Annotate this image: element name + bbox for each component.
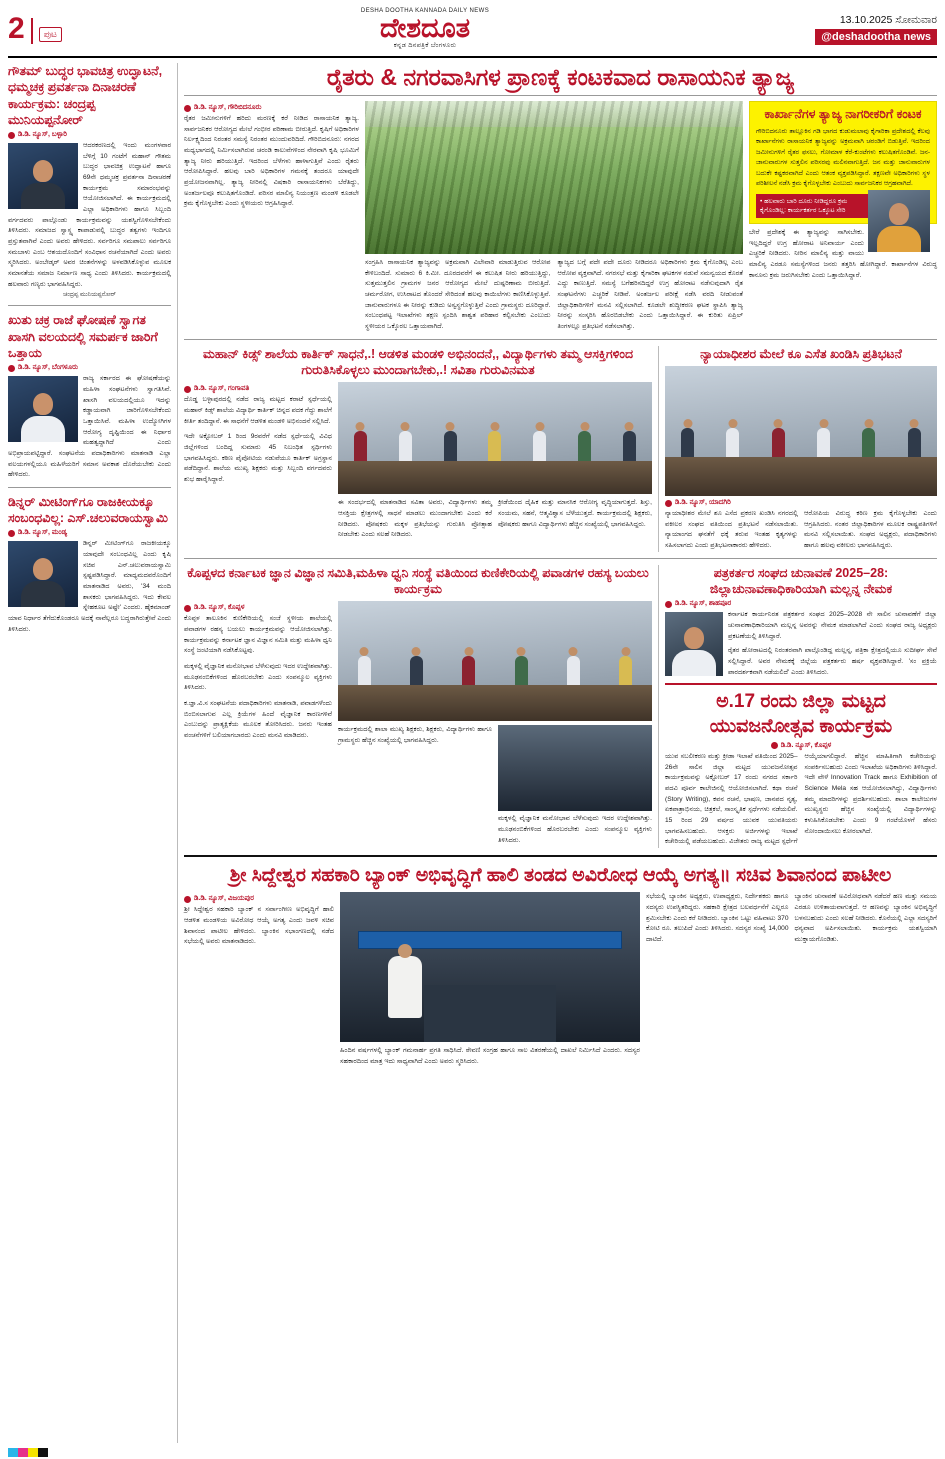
- article-body-3: ಸಭೆಯಲ್ಲಿ ಬ್ಯಾಂಕಿನ ಅಧ್ಯಕ್ಷರು, ಉಪಾಧ್ಯಕ್ಷರು, ನಿರ್ದೇಶಕರು ಹಾಗೂ ಸದಸ್ಯರು ಉಪಸ್ಥಿತರಿದ್ದರು. ಸಹಕಾರಿ ಕ್ಷೇತ್ರದ ಬಲವರ್ಧನೆಗೆ ಎಲ್ಲರೂ ಶ್ರಮಿಸಬೇಕು ಎಂದು ಕರೆ ನೀಡಿದರು. ಬ್ಯಾಂಕಿನ ಒಟ್ಟು ವಹಿವಾಟು 370 ಕೋಟಿ ರೂ. ತಲುಪಿದೆ ಎಂದು ತಿಳಿಸಿದರು. ಸದಸ್ಯರ ಸಂಖ್ಯೆ 14,000 ದಾಟಿದೆ.: [646, 893, 789, 943]
- byline-text: ಡಿ.ಡಿ. ನ್ಯೂಸ್, ಕೊಪ್ಪಳ: [780, 741, 832, 749]
- portrait-figure: [21, 160, 65, 209]
- article-body-columns: [665, 752, 937, 848]
- bank-meeting-photo: [340, 892, 640, 1042]
- article-headline: ಶ್ರೀ ಸಿದ್ದೇಶ್ವರ ಸಹಕಾರಿ ಬ್ಯಾಂಕ್ ಅಭಿವೃದ್ಧಿಗೆ ಹಾಲಿ ತಂಡದ ಅವಿರೋಧ ಆಯ್ಕೆ ಅಗತ್ಯ॥ ಸಚಿವ ಶಿವಾನಂದ ಪಾಟೀಲ: [229, 864, 892, 886]
- article-body-4: ಬ್ಯಾಂಕಿನ ಚುನಾವಣೆ ಅವಿರೋಧವಾಗಿ ನಡೆದರೆ ಹಣ ಮತ್ತು ಸಮಯ ಎರಡೂ ಉಳಿತಾಯವಾಗುತ್ತದೆ. ಆ ಹಣವನ್ನು ಬ್ಯಾಂಕಿನ ಅಭಿವೃದ್ಧಿಗೆ ಬಳಸಬಹುದು ಎಂದು ಸಲಹೆ ನೀಡಿದರು. ಕೊನೆಯಲ್ಲಿ ಎಲ್ಲಾ ಸದಸ್ಯರಿಗೆ ಧನ್ಯವಾದ ಅರ್ಪಿಸಲಾಯಿತು. ಕಾರ್ಯಕ್ರಮ ಯಶಸ್ವಿಯಾಗಿ ಮುಕ್ತಾಯಗೊಂಡಿತು.: [794, 893, 937, 943]
- byline-bullet-icon: [184, 605, 191, 612]
- masthead-right: [722, 14, 937, 45]
- article-byline: [184, 385, 332, 393]
- column-rule: [658, 565, 659, 848]
- section-divider: [184, 339, 937, 340]
- page-number-block: [8, 14, 128, 44]
- article-byline: [8, 131, 171, 139]
- lead-body-1: ರೈತರ ಜಮೀನುಗಳಿಗೆ ಹರಿದು ಮರಣಕ್ಕೆ ಕರೆ ನೀಡಿದ ರಾಸಾಯನಿಕ ತ್ಯಾಜ್ಯ. ಸಾರ್ವಜನಿಕರ ಆರೋಗ್ಯದ ಮೇಲೆ ಗಂಭೀರ ಪರಿಣಾಮ ಬೀರುತ್ತಿದೆ. ಕೃಷಿಗೆ ಅಧಿಕಾರಿಗಳ ನಿರ್ಲಕ್ಷ್ಯದಿಂದ ನಿರಂತರ ಸಮಸ್ಯೆ ನಿರಂತರ ಮುಂದುವರಿದಿದೆ. ಗೌರಿಬಿದನೂರು: ನಗರದ ಮಧ್ಯಭಾಗದಲ್ಲಿ ನಿರ್ಮಿಸಲಾಗಿರುವ ಚರಂಡಿ ಕಾಲುವೆಗಳಿಂದ ನೇರವಾಗಿ ಕೃಷಿ ಭೂಮಿಗೆ ತ್ಯಾಜ್ಯ ನೀರು ಹರಿಯುತ್ತಿದೆ. ಇದರಿಂದ ಬೆಳೆಗಳು ಹಾಳಾಗುತ್ತಿವೆ ಎಂದು ರೈತರು ಆರೋಪಿಸಿದ್ದಾರೆ. ಹಲವು ಬಾರಿ ಅಧಿಕಾರಿಗಳ ಗಮನಕ್ಕೆ ತಂದರೂ ಯಾವುದೇ ಪ್ರಯೋಜನವಾಗಿಲ್ಲ. ತ್ಯಾಜ್ಯ ನೀರಿನಲ್ಲಿ ವಿಷಕಾರಿ ರಾಸಾಯನಿಕಗಳು ಬೆರೆತಿದ್ದು, ಅಂತರ್ಜಲವೂ ಕಲುಷಿತಗೊಂಡಿದೆ. ಪರಿಸರ ಮಾಲಿನ್ಯ ನಿಯಂತ್ರಣ ಮಂಡಳಿ ಕೂಡಲೇ ಕ್ರಮ ಕೈಗೊಳ್ಳಬೇಕು ಎಂದು ಸ್ಥಳೀಯರು ಆಗ್ರಹಿಸಿದ್ದಾರೆ.: [184, 115, 359, 208]
- portrait-figure: [21, 558, 65, 607]
- article-byline: [184, 104, 359, 112]
- byline-bullet-icon: [8, 365, 15, 372]
- byline-text: ಡಿ.ಡಿ. ನ್ಯೂಸ್, ಕೊಪ್ಪಳ: [194, 604, 245, 612]
- article-photo: [8, 376, 78, 442]
- cmyk-registration-bar: [8, 1448, 48, 1457]
- highlight-headline: ಕಾರ್ಖಾನೆಗಳ ತ್ಯಾಜ್ಯ ನಾಗರೀಕರಿಗೆ ಕಂಟಕ: [764, 107, 922, 122]
- byline-text: ಡಿ.ಡಿ. ನ್ಯೂಸ್, ಮಂಡ್ಯ: [18, 529, 68, 537]
- byline-bullet-icon: [184, 386, 191, 393]
- byline-text: ಡಿ.ಡಿ. ನ್ಯೂಸ್, ಶಾಹಪೂರ: [675, 600, 732, 608]
- article-body-5: ಮಕ್ಕಳಲ್ಲಿ ವೈಜ್ಞಾನಿಕ ಮನೋಭಾವ ಬೆಳೆಸುವುದು ಇದರ ಉದ್ದೇಶವಾಗಿತ್ತು. ಮೂಢನಂಬಿಕೆಗಳಿಂದ ಹೊರಬರಬೇಕು ಎಂದು ಸಂಪನ್ಮೂಲ ವ್ಯಕ್ತಿಗಳು ತಿಳಿಸಿದರು.: [498, 815, 652, 844]
- quote-strip: • ಹಲವಾರು ಬಾರಿ ದೂರು ನೀಡಿದ್ದರೂ ಕ್ರಮ ಕೈಗೊಂಡಿಲ್ಲ: ಕಾರ್ಯಕರ್ತರ ಒಕ್ಕೂಟ ಸೇರಿ: [756, 194, 930, 218]
- article-byline: [184, 895, 334, 903]
- byline-text: ಡಿ.ಡಿ. ನ್ಯೂಸ್, ಬಳ್ಳಾರಿ: [18, 131, 68, 138]
- left-column: [8, 63, 171, 1443]
- section-divider: [184, 558, 937, 559]
- article-youth-festival: [665, 690, 937, 848]
- article-buddha-portrait: [8, 63, 171, 299]
- article-bank-election: [184, 864, 937, 1068]
- article-body-1: ದೊಡ್ಡ ಬಳ್ಳಾಪುರದಲ್ಲಿ ನಡೆದ ರಾಜ್ಯ ಮಟ್ಟದ ಕರಾಟೆ ಸ್ಪರ್ಧೆಯಲ್ಲಿ ಮಹಾನ್ ಕಿಡ್ಸ್ ಶಾಲೆಯ ವಿದ್ಯಾರ್ಥಿ ಕಾರ್ತಿಕ್ ಚಿನ್ನದ ಪದಕ ಗೆದ್ದು ಶಾಲೆಗೆ ಕೀರ್ತಿ ತಂದಿದ್ದಾನೆ. ಈ ಸಾಧನೆಗೆ ಆಡಳಿತ ಮಂಡಳಿ ಅಭಿನಂದನೆ ಸಲ್ಲಿಸಿದೆ.: [184, 396, 332, 425]
- byline-bullet-icon: [665, 601, 672, 608]
- byline-bullet-icon: [8, 530, 15, 537]
- article-headline: ಡಿನ್ನರ್ ಮೀಟಿಂಗ್‌ಗೂ ರಾಜಕೀಯಕ್ಕೂ ಸಂಬಂಧವಿಲ್ಲ: ಎಸ್.ಚಲುವರಾಯಸ್ವಾಮಿ: [8, 494, 169, 526]
- masthead-subtitle: ಕನ್ನಡ ದಿನಪತ್ರಿಕೆ ಬೆಂಗಳೂರು: [393, 42, 457, 50]
- article-journalist-election: [665, 565, 937, 679]
- section-divider-thick: [184, 855, 937, 857]
- article-body-2: ಇದೇ ಅಕ್ಟೋಬರ್ 1 ರಿಂದ 9ರವರೆಗೆ ನಡೆದ ಸ್ಪರ್ಧೆಯಲ್ಲಿ ವಿವಿಧ ಜಿಲ್ಲೆಗಳಿಂದ ಬಂದಿದ್ದ ಸುಮಾರು 45 ನಿಬಂಧಿತ ಸ್ಪರ್ಧಿಗಳು ಭಾಗವಹಿಸಿದ್ದರು. ಕಠಿಣ ಪೈಪೋಟಿಯ ನಡುವೆಯೂ ಕಾರ್ತಿಕ್ ಅಗ್ರಸ್ಥಾನ ಪಡೆದಿದ್ದಾನೆ. ಶಾಲೆಯ ಮುಖ್ಯ ಶಿಕ್ಷಕರು ಮತ್ತು ಸಿಬ್ಬಂದಿ ವರ್ಗದವರು ಶುಭ ಹಾರೈಸಿದ್ದಾರೆ.: [184, 433, 332, 483]
- section-divider: [8, 487, 171, 488]
- social-handle[interactable]: @deshadootha news: [815, 29, 937, 45]
- byline-bullet-icon: [665, 500, 672, 507]
- article-photo-col: [340, 892, 640, 1067]
- article-byline: [665, 600, 937, 608]
- byline-bullet-icon: [8, 132, 15, 139]
- article-dinner-meeting: [8, 494, 171, 636]
- article-col-1: [184, 601, 332, 846]
- page-label: ಪುಟ: [39, 27, 62, 42]
- lead-body-2: ಸಂಗ್ರಹಿಸಿ ರಾಸಾಯನಿಕ ತ್ಯಾಜ್ಯವನ್ನು ಅಕ್ರಮವಾಗಿ ವಿಲೇವಾರಿ ಮಾಡುತ್ತಿರುವ ಆರೋಪ ಕೇಳಿಬಂದಿದೆ. ಸುಮಾರು 6 ಕಿ.ಮೀ. ದೂರದವರೆಗೆ ಈ ಕಲುಷಿತ ನೀರು ಹರಿಯುತ್ತಿದ್ದು, ಸುತ್ತಮುತ್ತಲಿನ ಗ್ರಾಮಗಳ ಜನರ ಆರೋಗ್ಯದ ಮೇಲೆ ದುಷ್ಪರಿಣಾಮ ಬೀರುತ್ತಿದೆ. ಚರ್ಮರೋಗ, ಉಸಿರಾಟದ ತೊಂದರೆ ಸೇರಿದಂತೆ ಹಲವು ಕಾಯಿಲೆಗಳು ಕಾಣಿಸಿಕೊಳ್ಳುತ್ತಿವೆ. ಜಾನುವಾರುಗಳೂ ಈ ನೀರನ್ನು ಕುಡಿದು ಅಸ್ವಸ್ಥಗೊಳ್ಳುತ್ತಿವೆ ಎಂದು ಗ್ರಾಮಸ್ಥರು ದೂರಿದ್ದಾರೆ. ಸಂಬಂಧಪಟ್ಟ ಇಲಾಖೆಗಳು ತಕ್ಷಣ ಸ್ಪಂದಿಸಿ ಶಾಶ್ವತ ಪರಿಹಾರ ಕಲ್ಪಿಸಬೇಕು ಎಂಬುದು ಸ್ಥಳೀಯರ ಒಕ್ಕೊರಲ ಒತ್ತಾಯವಾಗಿದೆ.: [365, 259, 551, 331]
- article-headline: ಗೌತಮ್ ಬುದ್ಧರ ಭಾವಚಿತ್ರ ಉದ್ಘಾಟನೆ, ಧಮ್ಮಚಕ್ರ ಪ್ರವರ್ತನಾ ದಿನಾಚರಣೆ ಕಾರ್ಯಕ್ರಮ: ಚಂದ್ರಪ್ಪ ಮುನಿಯಪ್ಪನೋರ್: [8, 64, 163, 127]
- lead-text-col-2: [365, 258, 551, 333]
- article-headline: ಅ.17 ರಂದು ಜಿಲ್ಲಾ ಮಟ್ಟದ ಯುವಜನೋತ್ಸವ ಕಾರ್ಯಕ್ರಮ: [709, 691, 893, 737]
- article-byline: [8, 529, 171, 537]
- article-science-program: [184, 565, 652, 848]
- lead-text-col-3: [558, 258, 744, 333]
- masthead: [8, 6, 937, 58]
- masthead-title: ದೇಶದೂತ: [379, 12, 471, 43]
- article-women-policy: [8, 312, 171, 480]
- article-body-1: ನ್ಯಾಯಾಧೀಶರ ಮೇಲೆ ಶೂ ಎಸೆದ ಪ್ರಕರಣ ಖಂಡಿಸಿ ನಗರದಲ್ಲಿ ವಕೀಲರ ಸಂಘದ ವತಿಯಿಂದ ಪ್ರತಿಭಟನೆ ನಡೆಸಲಾಯಿತು. ನ್ಯಾಯಾಂಗದ ಘನತೆಗೆ ಧಕ್ಕೆ ತರುವ ಇಂತಹ ಕೃತ್ಯಗಳನ್ನು ಸಹಿಸಲಾಗದು ಎಂದು ಪ್ರತಿಭಟನಾಕಾರರು ಹೇಳಿದರು.: [665, 510, 798, 550]
- lead-article: [184, 101, 937, 333]
- article-karate-achievement: [184, 346, 652, 552]
- highlight-box: [749, 101, 937, 224]
- lead-body-3: ತ್ಯಾಜ್ಯದ ಬಗ್ಗೆ ಪದೇ ಪದೇ ದೂರು ನೀಡಿದರೂ ಅಧಿಕಾರಿಗಳು ಕ್ರಮ ಕೈಗೊಂಡಿಲ್ಲ ಎಂಬ ಆರೋಪ ವ್ಯಕ್ತವಾಗಿದೆ. ನಗರಸಭೆ ಮತ್ತು ಕೈಗಾರಿಕಾ ಘಟಕಗಳ ನಡುವೆ ಸಮನ್ವಯದ ಕೊರತೆ ಎದ್ದು ಕಾಣುತ್ತಿದೆ. ಸಮಸ್ಯೆ ಬಗೆಹರಿಸದಿದ್ದರೆ ಉಗ್ರ ಹೋರಾಟ ನಡೆಸುವುದಾಗಿ ರೈತ ಸಂಘಟನೆಗಳು ಎಚ್ಚರಿಕೆ ನೀಡಿವೆ. ಅಂತರ್ಜಲ ಪರೀಕ್ಷೆ ನಡೆಸಿ ವರದಿ ನೀಡುವಂತೆ ಜಿಲ್ಲಾಧಿಕಾರಿಗಳಿಗೆ ಮನವಿ ಸಲ್ಲಿಸಲಾಗಿದೆ. ಕೂಡಲೇ ಶುದ್ಧೀಕರಣ ಘಟಕ ಸ್ಥಾಪಿಸಿ ತ್ಯಾಜ್ಯ ನೀರನ್ನು ಸಂಸ್ಕರಿಸಿ ಹೊರಬಿಡಬೇಕು ಎಂದು ಒತ್ತಾಯಿಸಿದ್ದಾರೆ. ಈ ಕುರಿತು ಏಪ್ರಿಲ್ ತಿಂಗಳಲ್ಲೂ ಪ್ರತಿಭಟನೆ ನಡೆಸಲಾಗಿತ್ತು.: [557, 259, 743, 331]
- article-body-1: ಕರ್ನಾಟಕ ಕಾರ್ಯನಿರತ ಪತ್ರಕರ್ತರ ಸಂಘದ 2025–2028 ನೇ ಸಾಲಿನ ಚುನಾವಣೆಗೆ ಜಿಲ್ಲಾ ಚುನಾವಣಾಧಿಕಾರಿಯಾಗಿ ಮಲ್ಲನ್ನ ಅವರನ್ನು ನೇಮಕ ಮಾಡಲಾಗಿದೆ ಎಂದು ಸಂಘದ ರಾಜ್ಯ ಅಧ್ಯಕ್ಷರು ಪ್ರಕಟಣೆಯಲ್ಲಿ ತಿಳಿಸಿದ್ದಾರೆ.: [728, 611, 937, 640]
- column-rule: [658, 346, 659, 552]
- article-body-4: ಕಾರ್ಯಕ್ರಮದಲ್ಲಿ ಶಾಲಾ ಮುಖ್ಯ ಶಿಕ್ಷಕರು, ಶಿಕ್ಷಕರು, ವಿದ್ಯಾರ್ಥಿಗಳು ಹಾಗೂ ಗ್ರಾಮಸ್ಥರು ಹೆಚ್ಚಿನ ಸಂಖ್ಯೆಯಲ್ಲಿ ಭಾಗವಹಿಸಿದ್ದರು.: [338, 726, 492, 744]
- protest-photo: [665, 366, 937, 496]
- article-photo: [665, 612, 723, 676]
- article-col-1: [184, 382, 332, 541]
- article-body-2: ಆರೋಪಿಯ ವಿರುದ್ಧ ಕಠಿಣ ಕ್ರಮ ಕೈಗೊಳ್ಳಬೇಕು ಎಂದು ಆಗ್ರಹಿಸಿದರು. ನಂತರ ಜಿಲ್ಲಾಧಿಕಾರಿಗಳ ಮೂಲಕ ರಾಷ್ಟ್ರಪತಿಗಳಿಗೆ ಮನವಿ ಸಲ್ಲಿಸಲಾಯಿತು. ಸಂಘದ ಅಧ್ಯಕ್ಷರು, ಪದಾಧಿಕಾರಿಗಳು ಹಾಗೂ ಹಲವು ವಕೀಲರು ಭಾಗವಹಿಸಿದ್ದರು.: [804, 510, 937, 550]
- article-col-1: [184, 892, 334, 1067]
- article-col-4: [795, 892, 938, 1067]
- byline-bullet-icon: [771, 742, 778, 749]
- sidebar-factory-waste: [749, 101, 937, 333]
- byline-text: ಡಿ.ಡಿ. ನ್ಯೂಸ್, ಗಂಗಾವತಿ: [194, 385, 250, 393]
- article-byline: [665, 742, 937, 750]
- portrait-figure: [672, 627, 716, 676]
- article-headline: ಖುತು ಚಕ್ರ ರಾಜೆ ಘೋಷಣೆ ಸ್ವಾಗತ ಖಾಸಗಿ ವಲಯದಲ್ಲಿ ಸಮರ್ಪಕ ಜಾರಿಗೆ ಒತ್ತಾಯ: [8, 313, 158, 360]
- publication-date: 13.10.2025 ಸೋಮವಾರ: [839, 13, 937, 26]
- article-body: ಯುವ ಸಬಲೀಕರಣ ಮತ್ತು ಕ್ರೀಡಾ ಇಲಾಖೆ ವತಿಯಿಂದ 2025–26ನೇ ಸಾಲಿನ ಜಿಲ್ಲಾ ಮಟ್ಟದ ಯುವಜನೋತ್ಸವ ಕಾರ್ಯಕ್ರಮವನ್ನು ಅಕ್ಟೋಬರ್ 17 ರಂದು ನಗರದ ಸರ್ಕಾರಿ ಪದವಿ ಪೂರ್ವ ಕಾಲೇಜಿನಲ್ಲಿ ಆಯೋಜಿಸಲಾಗಿದೆ. ಕಥಾ ರಚನೆ (Story Writing), ಕವನ ರಚನೆ, ಭಾಷಣ, ಜಾನಪದ ನೃತ್ಯ, ಏಕಪಾತ್ರಾಭಿನಯ, ಚಿತ್ರಕಲೆ, ಸಾಂಸ್ಕೃತಿಕ ಸ್ಪರ್ಧೆಗಳು ನಡೆಯಲಿವೆ. 15 ರಿಂದ 29 ವರ್ಷದ ಯುವಕ ಯುವತಿಯರು ಭಾಗವಹಿಸಬಹುದು. ಆಸಕ್ತರು ಅರ್ಜಿಗಳನ್ನು ಇಲಾಖೆ ಕಚೇರಿಯಲ್ಲಿ ಪಡೆಯಬಹುದು. ವಿಜೇತರು ರಾಜ್ಯ ಮಟ್ಟದ ಸ್ಪರ್ಧೆಗೆ ಆಯ್ಕೆಯಾಗಲಿದ್ದಾರೆ. ಹೆಚ್ಚಿನ ಮಾಹಿತಿಗಾಗಿ ಕಚೇರಿಯನ್ನು ಸಂಪರ್ಕಿಸಬಹುದು ಎಂದು ಇಲಾಖೆಯ ಅಧಿಕಾರಿಗಳು ತಿಳಿಸಿದ್ದಾರೆ. ಇದೇ ವೇಳೆ Innovation Track ಹಾಗೂ Exhibition of Science Mela ಸಹ ಆಯೋಜಿಸಲಾಗಿದ್ದು, ವಿದ್ಯಾರ್ಥಿಗಳು ತಮ್ಮ ಮಾದರಿಗಳನ್ನು ಪ್ರದರ್ಶಿಸಬಹುದು. ಶಾಲಾ ಕಾಲೇಜುಗಳ ಮುಖ್ಯಸ್ಥರು ಹೆಚ್ಚಿನ ಸಂಖ್ಯೆಯಲ್ಲಿ ವಿದ್ಯಾರ್ಥಿಗಳನ್ನು ಕಳುಹಿಸಿಕೊಡಬೇಕು ಎಂದು 9 ಗಂಟೆಯೊಳಗೆ ಹೆಸರು ನೋಂದಾಯಿಸಲು ಕೋರಲಾಗಿದೆ.: [665, 752, 937, 846]
- article-body-1: ಕೊಪ್ಪಳ ತಾಲೂಕಿನ ಕುಣಿಕೇರಿಯಲ್ಲಿ ಸಂಜೆ ಸ್ಥಳೀಯ ಶಾಲೆಯಲ್ಲಿ ಪವಾಡಗಳ ರಹಸ್ಯ ಬಯಲು ಕಾರ್ಯಕ್ರಮವನ್ನು ಆಯೋಜಿಸಲಾಗಿತ್ತು. ಕಾರ್ಯಕ್ರಮವನ್ನು ಕರ್ನಾಟಕ ಜ್ಞಾನ ವಿಜ್ಞಾನ ಸಮಿತಿ ಮತ್ತು ಮಹಿಳಾ ಧ್ವನಿ ಸಂಸ್ಥೆ ಜಂಟಿಯಾಗಿ ನಡೆಸಿಕೊಟ್ಟವು.: [184, 615, 332, 655]
- section-divider-red: [665, 683, 937, 685]
- photo-caption: ಚಂದ್ರಪ್ಪ ಮುನಿಯಪ್ಪನೋರ್: [63, 292, 116, 299]
- article-body: ಆದರಕರಣದಲ್ಲಿ ಇಂದು ಮಂಗಳವಾರ ಬೆಳಿಗ್ಗೆ 10 ಗಂಟೆಗೆ ಮಹಾನ್ ಗೌತಮ ಬುದ್ಧರ ಭಾವಚಿತ್ರ ಉದ್ಘಾಟನೆ ಹಾಗೂ 69ನೇ ಧಮ್ಮಚಕ್ರ ಪ್ರವರ್ತನಾ ದಿನಾಚರಣೆ ಕಾರ್ಯಕ್ರಮ ಸಮಾರಂಭವನ್ನು ಆಯೋಜಿಸಲಾಗಿದೆ. ಈ ಕಾರ್ಯಕ್ರಮದಲ್ಲಿ ಎಲ್ಲಾ ಅಧಿಕಾರಿಗಳು ಹಾಗೂ ಸಿಬ್ಬಂದಿ ವರ್ಗದವರು ಪಾಲ್ಗೊಂಡು ಕಾರ್ಯಕ್ರಮವನ್ನು ಯಶಸ್ವಿಗೊಳಿಸಬೇಕೆಂದು ತಿಳಿಸಿದರು. ಸಮಾಜದ ಸ್ವಾಸ್ಥ್ಯ ಕಾಪಾಡುವಲ್ಲಿ ಬುದ್ಧರ ತತ್ವಗಳು ಇಂದಿಗೂ ಪ್ರಸ್ತುತವಾಗಿವೆ ಎಂದು ಅವರು ಹೇಳಿದರು. ಸರ್ವರಿಗೂ ಸಮಪಾಲು ಸರ್ವರಿಗೂ ಸಮಬಾಳು ಎಂಬ ಆಶಯದೊಂದಿಗೆ ಸಂವಿಧಾನ ರಚನೆಯಾಗಿದೆ ಎಂದು ಅವರು ಸ್ಮರಿಸಿದರು. ಅಂಬೇಡ್ಕರ್ ಅವರ ಚಿಂತನೆಗಳನ್ನು ಅಳವಡಿಸಿಕೊಳ್ಳುವ ಮೂಲಕ ಸಮಾನತೆಯ ಸಮಾಜ ನಿರ್ಮಾಣ ಸಾಧ್ಯ ಎಂದು ತಿಳಿಸಿದರು. ಕಾರ್ಯಕ್ರಮದಲ್ಲಿ ಹಲವಾರು ಗಣ್ಯರು ಭಾಗವಹಿಸಿದ್ದರು.: [8, 142, 172, 288]
- lead-center: [365, 101, 743, 333]
- article-body-3: ಈ ಸಂದರ್ಭದಲ್ಲಿ ಮಾತನಾಡಿದ ಸವಿತಾ ಅವರು, ವಿದ್ಯಾರ್ಥಿಗಳು ತಮ್ಮ ಆಸಕ್ತಿಯ ಕ್ಷೇತ್ರಗಳಲ್ಲಿ ಸಾಧನೆ ಮಾಡಲು ಮುಂದಾಗಬೇಕು ಎಂದು ಕರೆ ನೀಡಿದರು. ಪೋಷಕರು ಮಕ್ಕಳ ಪ್ರತಿಭೆಯನ್ನು ಗುರುತಿಸಿ ಪ್ರೋತ್ಸಾಹ ನೀಡಬೇಕು ಎಂದು ಸಲಹೆ ನೀಡಿದರು.: [338, 499, 492, 539]
- byline-text: ಡಿ.ಡಿ. ನ್ಯೂಸ್, ವಿಜಯಪುರ: [194, 895, 254, 903]
- byline-text: ಡಿ.ಡಿ. ನ್ಯೂಸ್, ಗೌರಿಬಿದನೂರು: [194, 104, 262, 112]
- column-rule: [177, 63, 178, 1443]
- lead-headline: ರೈತರು & ನಗರವಾಸಿಗಳ ಪ್ರಾಣಕ್ಕೆ ಕಂಟಕವಾದ ರಾಸಾಯನಿಕ ತ್ಯಾಜ್ಯ: [184, 63, 937, 96]
- flame-demo-photo: [498, 725, 652, 811]
- lead-text-col-1: [184, 101, 359, 333]
- byline-bullet-icon: [184, 896, 191, 903]
- article-judge-protest: [665, 346, 937, 552]
- byline-bullet-icon: [184, 105, 191, 112]
- article-byline: [8, 364, 171, 372]
- masthead-english-strap: DESHA DOOTHA KANNADA DAILY NEWS: [360, 7, 490, 14]
- article-col-2: [338, 382, 652, 541]
- section-divider: [8, 305, 171, 306]
- article-headline: ಕೊಪ್ಪಳದ ಕರ್ನಾಟಕ ಜ್ಞಾನ ವಿಜ್ಞಾನ ಸಮಿತಿ,ಮಹಿಳಾ ಧ್ವನಿ ಸಂಸ್ಥೆ ವತಿಯಿಂದ ಕುಣಿಕೇರಿಯಲ್ಲಿ ಪವಾಡಗಳ ರಹಸ್ಯ ಬಯಲು ಕಾರ್ಯಕ್ರಮ: [187, 565, 649, 596]
- article-photo: [8, 143, 78, 209]
- award-ceremony-photo: [338, 382, 652, 494]
- article-headline: ಪತ್ರಕರ್ತರ ಸಂಘದ ಚುನಾವಣೆ 2025–28: ಜಿಲ್ಲಾಚುನಾವಣಾಧಿಕಾರಿಯಾಗಿ ಮಲ್ಲನ್ನ ನೇಮಕ: [709, 565, 893, 596]
- main-column: [184, 63, 937, 1443]
- article-body-2: ಹಿಂದಿನ ವರ್ಷಗಳಲ್ಲಿ ಬ್ಯಾಂಕ್ ಗಮನಾರ್ಹ ಪ್ರಗತಿ ಸಾಧಿಸಿದೆ. ಠೇವಣಿ ಸಂಗ್ರಹ ಹಾಗೂ ಸಾಲ ವಿತರಣೆಯಲ್ಲಿ ದಾಖಲೆ ನಿರ್ಮಿಸಿದೆ ಎಂದರು. ಸದಸ್ಯರ ಸಹಕಾರದಿಂದ ಮಾತ್ರ ಇದು ಸಾಧ್ಯವಾಗಿದೆ ಎಂದು ಅವರು ಸ್ಮರಿಸಿದರು.: [340, 1047, 640, 1065]
- article-body-4: ಕ್ರೀಡೆಯಿಂದ ದೈಹಿಕ ಮತ್ತು ಮಾನಸಿಕ ಆರೋಗ್ಯ ವೃದ್ಧಿಯಾಗುತ್ತದೆ. ಶಿಸ್ತು, ಸಂಯಮ, ಸಹನೆ, ಆತ್ಮವಿಶ್ವಾಸ ಬೆಳೆಯುತ್ತದೆ. ಕಾರ್ಯಕ್ರಮದಲ್ಲಿ ಶಿಕ್ಷಕರು, ಪೋಷಕರು ಹಾಗೂ ವಿದ್ಯಾರ್ಥಿಗಳು ಹೆಚ್ಚಿನ ಸಂಖ್ಯೆಯಲ್ಲಿ ಭಾಗವಹಿಸಿದ್ದರು.: [498, 499, 652, 528]
- article-body-3: ಕ.ಜ್ಞಾ.ವಿ.ಸ ಸಂಘಟನೆಯ ಪದಾಧಿಕಾರಿಗಳು ಮಾತನಾಡಿ, ಪವಾಡಗಳೆಂದು ಬಿಂಬಿಸಲಾಗುವ ಎಲ್ಲ ಕ್ರಿಯೆಗಳ ಹಿಂದೆ ವೈಜ್ಞಾನಿಕ ಕಾರಣಗಳಿವೆ ಎಂಬುದನ್ನು ಪ್ರಾತ್ಯಕ್ಷಿಕೆಯ ಮೂಲಕ ತೋರಿಸಿದರು. ಜನರು ಇಂತಹ ವಂಚನೆಗಳಿಗೆ ಬಲಿಯಾಗಬಾರದು ಎಂದು ಮನವಿ ಮಾಡಿದರು.: [184, 699, 332, 739]
- article-body: ರಾಜ್ಯ ಸರ್ಕಾರದ ಈ ಘೋಷಣೆಯನ್ನು ಮಹಿಳಾ ಸಂಘಟನೆಗಳು ಸ್ವಾಗತಿಸಿವೆ. ಖಾಸಗಿ ವಲಯದಲ್ಲಿಯೂ ಇದನ್ನು ಕಡ್ಡಾಯವಾಗಿ ಜಾರಿಗೊಳಿಸಬೇಕೆಂದು ಒತ್ತಾಯಿಸಿವೆ. ಮಹಿಳಾ ಉದ್ಯೋಗಿಗಳ ಆರೋಗ್ಯ ದೃಷ್ಟಿಯಿಂದ ಈ ನಿರ್ಧಾರ ಮಹತ್ವದ್ದಾಗಿದೆ ಎಂದು ಅಭಿಪ್ರಾಯಪಟ್ಟಿದ್ದಾರೆ. ಸಂಘಟನೆಯ ಪದಾಧಿಕಾರಿಗಳು ಮಾತನಾಡಿ ಎಲ್ಲಾ ವಲಯಗಳಲ್ಲಿಯೂ ಮಹಿಳೆಯರಿಗೆ ಸಮಾನ ಅವಕಾಶ ದೊರೆಯಬೇಕು ಎಂದು ಹೇಳಿದರು.: [8, 375, 172, 479]
- page-number-divider: [31, 18, 33, 44]
- masthead-center: [128, 8, 722, 50]
- third-band: [184, 565, 937, 848]
- portrait-figure: [877, 203, 921, 252]
- page-number: 2: [8, 12, 25, 45]
- sidebar-continuation: ಬೇರೆ ಪ್ರದೇಶಕ್ಕೆ ಈ ತ್ಯಾಜ್ಯವನ್ನು ಸಾಗಿಸಬೇಕು. ಇಲ್ಲದಿದ್ದರೆ ಉಗ್ರ ಹೋರಾಟ ಅನಿವಾರ್ಯ ಎಂದು ಎಚ್ಚರಿಕೆ ನೀಡಿದರು. ನೀರಿನ ಮಾಲಿನ್ಯ ಮತ್ತು ವಾಯು ಮಾಲಿನ್ಯ ಎರಡೂ ಸಮಸ್ಯೆಗಳಿಂದ ಜನರು ತತ್ತರಿಸಿ ಹೋಗಿದ್ದಾರೆ. ಕಾರ್ಖಾನೆಗಳ ವಿರುದ್ಧ ಕಾನೂನು ಕ್ರಮ ಜರುಗಿಸಬೇಕು ಎಂದು ಒತ್ತಾಯಿಸಿದ್ದಾರೆ.: [749, 228, 937, 279]
- article-body-2: ರೈತರ ಹೋರಾಟದಲ್ಲಿ ನಿರಂತರವಾಗಿ ಪಾಲ್ಗೊಂಡಿದ್ದ ಮಲ್ಲನ್ನ, ಪತ್ರಿಕಾ ಕ್ಷೇತ್ರದಲ್ಲಿಯೂ ಸುದೀರ್ಘ ಸೇವೆ ಸಲ್ಲಿಸಿದ್ದಾರೆ. ಅವರ ನೇಮಕಕ್ಕೆ ಜಿಲ್ಲೆಯ ಪತ್ರಕರ್ತರು ಹರ್ಷ ವ್ಯಕ್ತಪಡಿಸಿದ್ದಾರೆ. 'ಸಂ ಪ್ರಕ್ರಿಯೆ ಪಾರದರ್ಶಕವಾಗಿ ನಡೆಯಲಿದೆ' ಎಂದು ತಿಳಿಸಿದರು.: [728, 647, 937, 676]
- article-headline: ಮಹಾನ್ ಕಿಡ್ಸ್ ಶಾಲೆಯ ಕಾರ್ತಿಕ್ ಸಾಧನೆ,.! ಆಡಳಿತ ಮಂಡಳಿ ಅಭಿನಂದನೆ,, ವಿದ್ಯಾರ್ಥಿಗಳು ತಮ್ಮ ಆಸಕ್ತಿಗಳಿಂದ ಗುರುತಿಸಿಕೊಳ್ಳಲು ಮುಂದಾಗಬೇಕು,.! ಸವಿತಾ ಗುರುವಿನಮತ: [202, 346, 634, 377]
- article-col-2: [338, 601, 652, 846]
- middle-band: [184, 346, 937, 552]
- article-body: ಡಿನ್ನರ್ ಮೀಟಿಂಗ್‌ಗೂ ರಾಜಕೀಯಕ್ಕೂ ಯಾವುದೇ ಸಂಬಂಧವಿಲ್ಲ ಎಂದು ಕೃಷಿ ಸಚಿವ ಎನ್.ಚಲುವರಾಯಸ್ವಾಮಿ ಸ್ಪಷ್ಟಪಡಿಸಿದ್ದಾರೆ. ಮಾಧ್ಯಮದವರೊಂದಿಗೆ ಮಾತನಾಡಿದ ಅವರು, '34 ಮಂದಿ ಶಾಸಕರು ಭಾಗವಹಿಸಿದ್ದರು. ಇದು ಕೇವಲ ಸ್ನೇಹಕೂಟ ಅಷ್ಟೇ' ಎಂದರು. ಹೈಕಮಾಂಡ್ ಯಾವ ನಿರ್ಧಾರ ತೆಗೆದುಕೊಂಡರೂ ಅದಕ್ಕೆ ನಾವೆಲ್ಲರೂ ಬದ್ಧರಾಗಿರುತ್ತೇವೆ ಎಂದು ತಿಳಿಸಿದರು.: [8, 540, 172, 633]
- lead-photo-cornfield: [365, 101, 743, 254]
- highlight-body: ಗೌರಿಬಿದನೂರು ತಾಲ್ಲೂಕಿನ ಗಡಿ ಭಾಗದ ಕುಡುಮಲಾವು ಕೈಗಾರಿಕಾ ಪ್ರದೇಶದಲ್ಲಿ ಕೆಲವು ಕಾರ್ಖಾನೆಗಳು ರಾಸಾಯನಿಕ ತ್ಯಾಜ್ಯವನ್ನು ಅಕ್ರಮವಾಗಿ ಚರಂಡಿಗೆ ಬಿಡುತ್ತಿವೆ. ಇದರಿಂದ ಜಮೀನುಗಳಿಗೆ ರೈತರ ಫಸಲು, ಗೋಮಾಳ ಕೆರೆ-ಕುಂಟೆಗಳು ಕಲುಷಿತಗೊಂಡಿವೆ. ಜನ-ಜಾನುವಾರುಗಳ ಸುತ್ತಲಿನ ಪರಿಸರವು ಮಲಿನವಾಗುತ್ತಿದೆ. ಜನ ಮತ್ತು ಜಾನುವಾರುಗಳ ಬದುಕೇ ಕಷ್ಟಕರವಾಗಿದೆ ಎಂದು ಆತಂಕ ವ್ಯಕ್ತಪಡಿಸಿದ್ದಾರೆ. ತಕ್ಷಣವೇ ಅಧಿಕಾರಿಗಳು ಸ್ಥಳ ಪರಿಶೀಲನೆ ನಡೆಸಿ ಕ್ರಮ ಕೈಗೊಳ್ಳಬೇಕು ಎಂಬುದು ಸಾರ್ವಜನಿಕರ ಆಗ್ರಹವಾಗಿದೆ.: [756, 127, 930, 188]
- article-byline: [184, 604, 332, 612]
- page-body: [8, 63, 937, 1443]
- byline-text: ಡಿ.ಡಿ. ನ್ಯೂಸ್, ಬೆಂಗಳೂರು: [18, 364, 78, 372]
- portrait-figure: [21, 393, 65, 442]
- science-demo-photo: [338, 601, 652, 721]
- byline-text: ಡಿ.ಡಿ. ನ್ಯೂಸ್, ಯಾದಗಿರಿ: [675, 499, 731, 506]
- article-col-3: [646, 892, 789, 1067]
- right-rail: [665, 565, 937, 848]
- article-headline: ನ್ಯಾಯಾಧೀಶರ ಮೇಲೆ ಕೂ ಎಸೆತ ಖಂಡಿಸಿ ಪ್ರತಿಭಟನೆ: [700, 346, 902, 361]
- article-byline: [665, 499, 937, 507]
- article-body-1: ಶ್ರೀ ಸಿದ್ದೇಶ್ವರ ಸಹಕಾರಿ ಬ್ಯಾಂಕ್ ನ ಸರ್ವಾಂಗೀಣ ಅಭಿವೃದ್ಧಿಗೆ ಹಾಲಿ ಆಡಳಿತ ಮಂಡಳಿಯ ಅವಿರೋಧ ಆಯ್ಕೆ ಅಗತ್ಯ ಎಂದು ಜವಳಿ ಸಚಿವ ಶಿವಾನಂದ ಪಾಟೀಲ ಹೇಳಿದರು. ಬ್ಯಾಂಕಿನ ಸಭಾಂಗಣದಲ್ಲಿ ನಡೆದ ಸಭೆಯಲ್ಲಿ ಅವರು ಮಾತನಾಡಿದರು.: [184, 906, 334, 946]
- article-body-2: ಮಕ್ಕಳಲ್ಲಿ ವೈಜ್ಞಾನಿಕ ಮನೋಭಾವ ಬೆಳೆಸುವುದು ಇದರ ಉದ್ದೇಶವಾಗಿತ್ತು. ಮೂಢನಂಬಿಕೆಗಳಿಂದ ಹೊರಬರಬೇಕು ಎಂದು ಸಂಪನ್ಮೂಲ ವ್ಯಕ್ತಿಗಳು ತಿಳಿಸಿದರು.: [184, 662, 332, 692]
- article-photo: [8, 541, 78, 607]
- quote-portrait-photo: [868, 190, 930, 252]
